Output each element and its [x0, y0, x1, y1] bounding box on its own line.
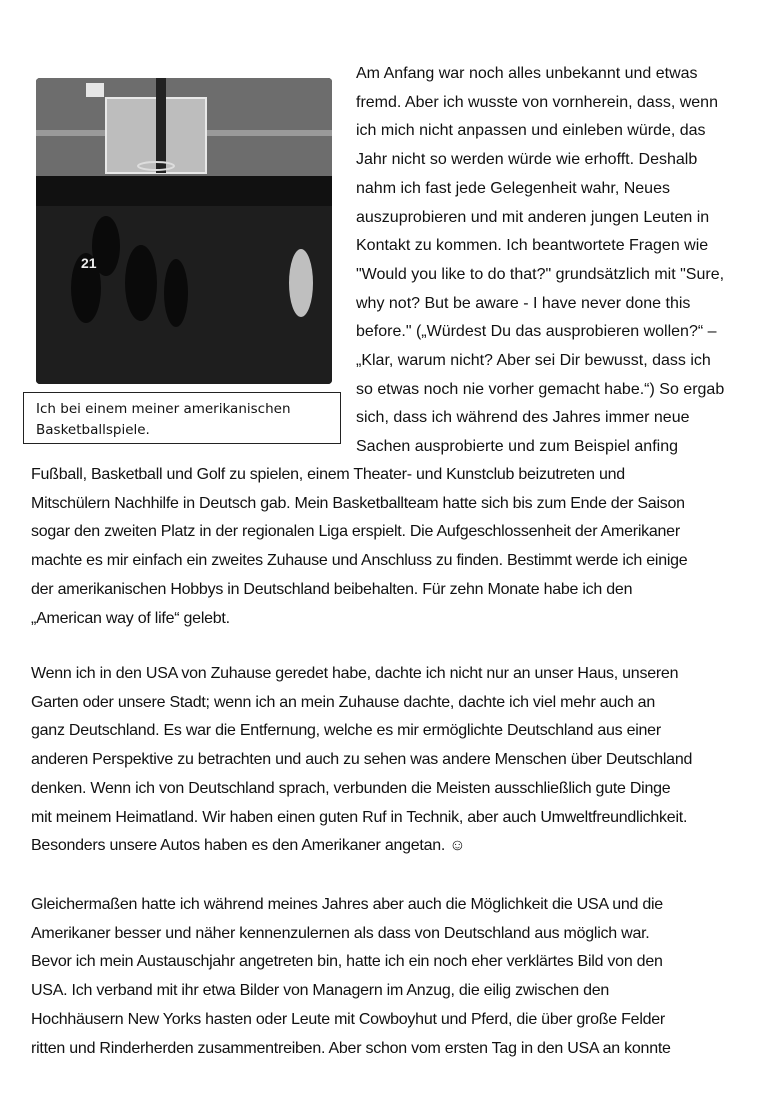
text-line: Amerikaner besser und näher kennenzulernen als dass von Deutschland aus möglich war. [31, 924, 650, 942]
text-line: Am Anfang war noch alles unbekannt und etwas [356, 65, 698, 82]
text-line: ich mich nicht anpassen und einleben würde, das [356, 122, 706, 140]
paragraph-1-right-column [356, 60, 756, 462]
text-line: der amerikanischen Hobbys in Deutschland beibehalten. Für zehn Monate habe ich den [31, 580, 633, 598]
text-line: Gleichermaßen hatte ich während meines Jahres aber auch die Möglichkeit die USA und die [31, 896, 663, 913]
text-line: „American way of life“ gelebt. [31, 609, 230, 627]
text-line: so etwas noch nie vorher gemacht habe.“) So ergab [356, 380, 725, 398]
text-line: Garten oder unsere Stadt; wenn ich an mein Zuhause dachte, dachte ich viel mehr auch an [31, 693, 655, 711]
paragraph-3 [31, 891, 751, 1063]
caption-line: Ich bei einem meiner amerikanischen [36, 401, 291, 417]
basketball-photo-illustration [36, 78, 332, 384]
gym-window [86, 83, 104, 97]
text-line: "Would you like to do that?" grundsätzlich mit "Sure, [356, 265, 725, 283]
text-line: Kontakt zu kommen. Ich beantwortete Fragen wie [356, 237, 709, 255]
text-line: ritten und Rinderherden zusammentreiben. Aber schon vom ersten Tag in den USA an konnte [31, 1039, 671, 1057]
text-line: machte es mir einfach ein zweites Zuhause und Anschluss zu finden. Bestimmt werde ich einige [31, 552, 688, 570]
text-line: „Klar, warum nicht? Aber sei Dir bewusst, dass ich [356, 352, 711, 370]
jersey-number: 21 [81, 255, 97, 271]
text-line: before." („Würdest Du das ausprobieren wollen?“ – [356, 323, 717, 341]
player-white-jersey [289, 249, 313, 317]
text-line: anderen Perspektive zu betrachten und auch zu sehen was andere Menschen über Deutschland [31, 751, 693, 769]
text-line: mit meinem Heimatland. Wir haben einen guten Ruf in Technik, aber auch Umweltfreundlichkeit. [31, 808, 688, 826]
text-line: auszuprobieren und mit anderen jungen Leuten in [356, 208, 710, 226]
paragraph-1-continuation [31, 461, 751, 633]
text-line: Sachen ausprobierte und zum Beispiel anfing [356, 438, 678, 456]
text-line: Besonders unsere Autos haben es den Amerikaner angetan. ☺ [31, 837, 466, 855]
text-line: Fußball, Basketball und Golf zu spielen, einem Theater- und Kunstclub beizutreten und [31, 466, 625, 483]
text-line: fremd. Aber ich wusste von vornherein, dass, wenn [356, 93, 718, 111]
text-line: Wenn ich in den USA von Zuhause geredet habe, dachte ich nicht nur an unser Haus, unseren [31, 665, 679, 682]
dark-banner [36, 176, 332, 206]
backboard-support [156, 78, 166, 173]
text-line: sich, dass ich während des Jahres immer neue [356, 409, 690, 427]
basketball-photo [36, 78, 332, 384]
text-line: nahm ich fast jede Gelegenheit wahr, Neues [356, 179, 670, 197]
text-line: why not? But be aware - I have never done this [356, 294, 691, 312]
player [164, 259, 188, 327]
player [125, 245, 157, 321]
text-line: Mitschülern Nachhilfe in Deutsch gab. Mein Basketballteam hatte sich bis zum Ende der Saison [31, 494, 685, 512]
paragraph-2 [31, 660, 751, 861]
photo-caption [23, 392, 341, 444]
text-line: denken. Wenn ich von Deutschland sprach, verbunden die Meisten ausschließlich gute Dinge [31, 779, 671, 797]
text-line: USA. Ich verband mit ihr etwa Bilder von Managern im Anzug, die eilig zwischen den [31, 982, 610, 1000]
text-line: ganz Deutschland. Es war die Entfernung, welche es mir ermöglichte Deutschland aus einer [31, 722, 661, 740]
text-line: Bevor ich mein Austauschjahr angetreten bin, hatte ich ein noch eher verklärtes Bild von den [31, 953, 663, 971]
caption-line: Basketballspiele. [36, 422, 150, 438]
text-line: Hochhäusern New Yorks hasten oder Leute mit Cowboyhut und Pferd, die über große Felder [31, 1010, 665, 1028]
text-line: Jahr nicht so werden würde wie erhofft. Deshalb [356, 151, 698, 169]
text-line: sogar den zweiten Platz in der regionalen Liga erspielt. Die Aufgeschlossenheit der Amerikaner [31, 523, 680, 541]
